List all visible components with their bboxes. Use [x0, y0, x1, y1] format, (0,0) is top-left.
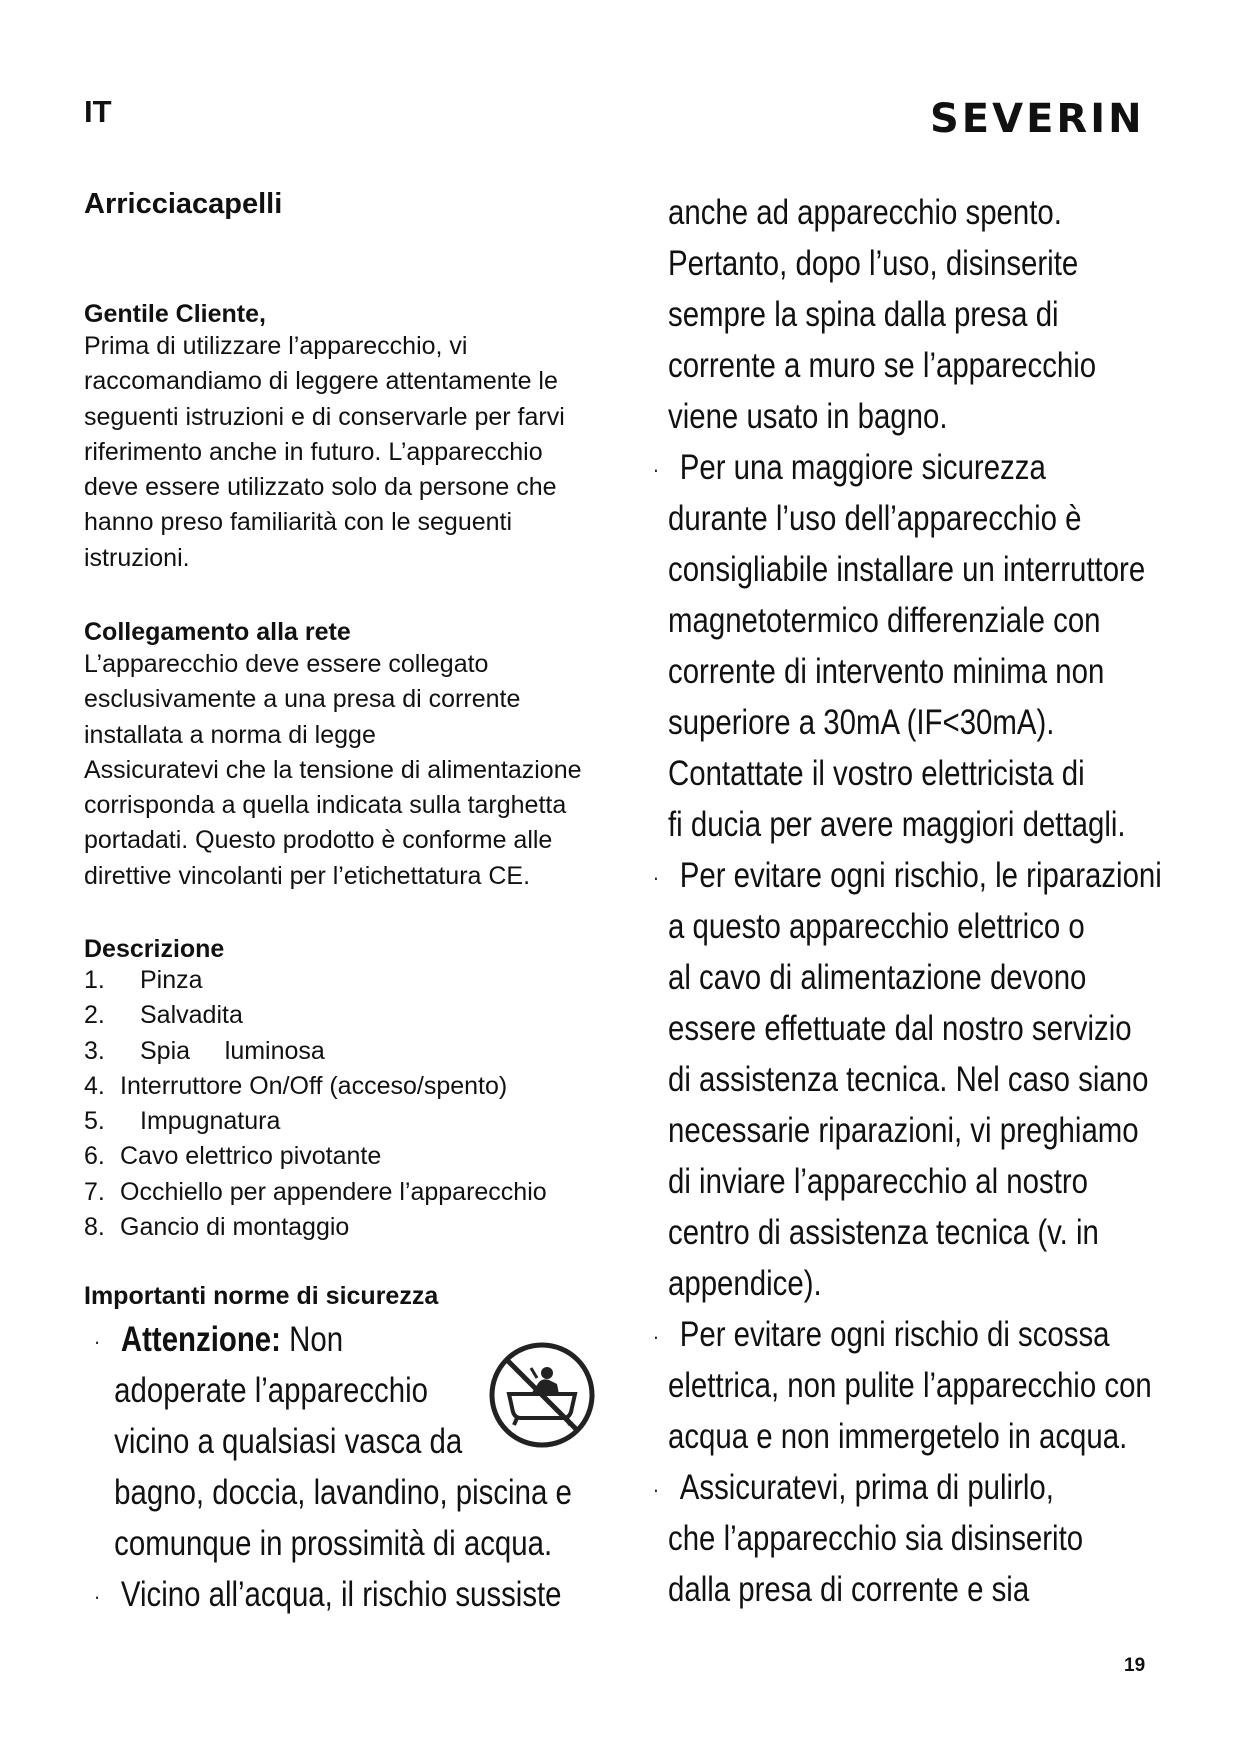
safety-line: Pertanto, dopo l’uso, disinserite	[668, 244, 1079, 283]
list-item	[84, 963, 547, 998]
safety-line: bagno, doccia, lavandino, piscina e	[114, 1473, 572, 1512]
safety-line: comunque in prossimità di acqua.	[114, 1524, 553, 1563]
bullet-line	[94, 1569, 572, 1620]
list-text: Occhiello per appendere l’apparecchio	[120, 1177, 547, 1206]
safety-line: dalla presa di corrente e sia	[668, 1570, 1030, 1609]
safety-line: a questo apparecchio elettrico o	[668, 907, 1085, 946]
no-bathtub-icon	[487, 1340, 597, 1450]
safety-line: Vicino all’acqua, il rischio sussiste	[120, 1575, 562, 1614]
connection-line: corrisponda a quella indicata sulla targhetta	[84, 791, 567, 820]
safety-line: fi ducia per avere maggiori dettagli.	[668, 805, 1126, 844]
safety-right-column	[652, 187, 1162, 1615]
language-code: IT	[84, 94, 112, 129]
list-text: Impugnatura	[140, 1107, 281, 1136]
intro-line: deve essere utilizzato solo da persone che	[84, 473, 557, 502]
safety-line: Per evitare ogni rischio, le riparazioni	[679, 856, 1162, 895]
safety-line: appendice).	[668, 1264, 822, 1303]
description-heading: Descrizione	[84, 935, 225, 963]
list-item	[84, 1139, 547, 1174]
safety-line: Contattate il vostro elettricista di	[668, 754, 1085, 793]
page-title: Arricciacapelli	[84, 188, 283, 220]
list-number: 8.	[84, 1213, 105, 1242]
intro-line: istruzioni.	[84, 543, 190, 572]
page-number: 19	[1124, 1655, 1146, 1676]
bullet-line	[653, 1309, 1162, 1360]
connection-line: installata a norma di legge	[84, 720, 376, 749]
list-text: Pinza	[140, 966, 203, 994]
intro-line: Prima di utilizzare l’apparecchio, vi	[84, 332, 468, 360]
connection-paragraph	[84, 647, 582, 894]
bullet-line	[653, 850, 1162, 901]
list-item	[84, 998, 547, 1033]
connection-line: esclusivamente a una presa di corrente	[84, 685, 521, 714]
list-number: 2.	[84, 1001, 105, 1030]
list-item	[84, 1104, 547, 1139]
connection-line: portadati. Questo prodotto è conforme alle	[84, 826, 553, 855]
list-item	[84, 1210, 547, 1245]
safety-line: necessarie riparazioni, vi preghiamo	[668, 1111, 1139, 1150]
brand-logo: SEVERIN	[930, 96, 1145, 142]
list-number: 7.	[84, 1177, 105, 1206]
intro-line: raccomandiamo di leggere attentamente le	[84, 367, 558, 396]
safety-line: centro di assistenza tecnica (v. in	[668, 1213, 1099, 1252]
bullet-dot: ·	[652, 865, 660, 891]
safety-line: di inviare l’apparecchio al nostro	[668, 1162, 1088, 1201]
intro-line: riferimento anche in futuro. L’apparecchio	[84, 437, 543, 466]
list-item	[84, 1175, 547, 1210]
list-number: 1.	[84, 966, 105, 994]
safety-heading: Importanti norme di sicurezza	[84, 1282, 439, 1310]
safety-line: magnetotermico differenziale con	[668, 601, 1101, 640]
bullet-dot: ·	[94, 1584, 101, 1610]
connection-line: Assicuratevi che la tensione di alimentazione	[84, 755, 582, 784]
intro-heading: Gentile Cliente,	[84, 300, 266, 328]
safety-line: elettrica, non pulite l’apparecchio con	[668, 1366, 1152, 1405]
warning-label: Attenzione:	[120, 1320, 281, 1359]
bullet-dot: ·	[652, 1477, 660, 1503]
safety-line: viene usato in bagno.	[668, 397, 948, 436]
intro-line: seguenti istruzioni e di conservarle per farvi	[84, 402, 565, 431]
safety-line: superiore a 30mA (IF<30mA).	[668, 703, 1055, 742]
safety-line: durante l’uso dell’apparecchio è	[668, 499, 1082, 538]
safety-line: acqua e non immergetelo in acqua.	[668, 1417, 1128, 1456]
intro-line: hanno preso familiarità con le seguenti	[84, 508, 513, 537]
bullet-line	[653, 1462, 1162, 1513]
bullet-line	[653, 442, 1162, 493]
list-text: Cavo elettrico pivotante	[120, 1142, 382, 1171]
safety-line: al cavo di alimentazione devono	[668, 958, 1087, 997]
list-number: 5.	[84, 1107, 105, 1136]
list-item	[84, 1034, 547, 1069]
safety-line: sempre la spina dalla presa di	[668, 295, 1059, 334]
safety-line: vicino a qualsiasi vasca da	[114, 1422, 463, 1461]
list-text: Spia luminosa	[140, 1036, 325, 1065]
bullet-dot: ·	[94, 1329, 101, 1355]
list-text: Salvadita	[140, 1001, 243, 1030]
safety-line: Assicuratevi, prima di pulirlo,	[679, 1468, 1054, 1507]
safety-line: essere effettuate dal nostro servizio	[668, 1009, 1132, 1048]
bullet-dot: ·	[652, 457, 660, 483]
safety-line: consigliabile installare un interruttore	[668, 550, 1146, 589]
safety-line: Per evitare ogni rischio di scossa	[679, 1315, 1110, 1354]
connection-heading: Collegamento alla rete	[84, 618, 351, 646]
safety-line: di assistenza tecnica. Nel caso siano	[668, 1060, 1149, 1099]
list-number: 4.	[84, 1071, 105, 1100]
safety-line: adoperate l’apparecchio	[114, 1371, 428, 1410]
list-text: Gancio di montaggio	[120, 1213, 350, 1242]
list-text: Interruttore On/Off (acceso/spento)	[120, 1071, 508, 1100]
safety-line: che l’apparecchio sia disinserito	[668, 1519, 1084, 1558]
connection-line: direttive vincolanti per l’etichettatura CE.	[84, 861, 531, 890]
safety-line: corrente a muro se l’apparecchio	[668, 346, 1097, 385]
list-item	[84, 1069, 547, 1104]
safety-line: anche ad apparecchio spento.	[668, 193, 1062, 232]
safety-line: Per una maggiore sicurezza	[679, 448, 1046, 487]
safety-line: corrente di intervento minima non	[668, 652, 1105, 691]
bullet-dot: ·	[652, 1324, 660, 1350]
warning-text: Non	[280, 1320, 344, 1359]
list-number: 6.	[84, 1142, 105, 1171]
list-number: 3.	[84, 1036, 105, 1065]
intro-paragraph	[84, 329, 565, 576]
description-list	[84, 963, 547, 1245]
connection-line: L’apparecchio deve essere collegato	[84, 650, 489, 678]
